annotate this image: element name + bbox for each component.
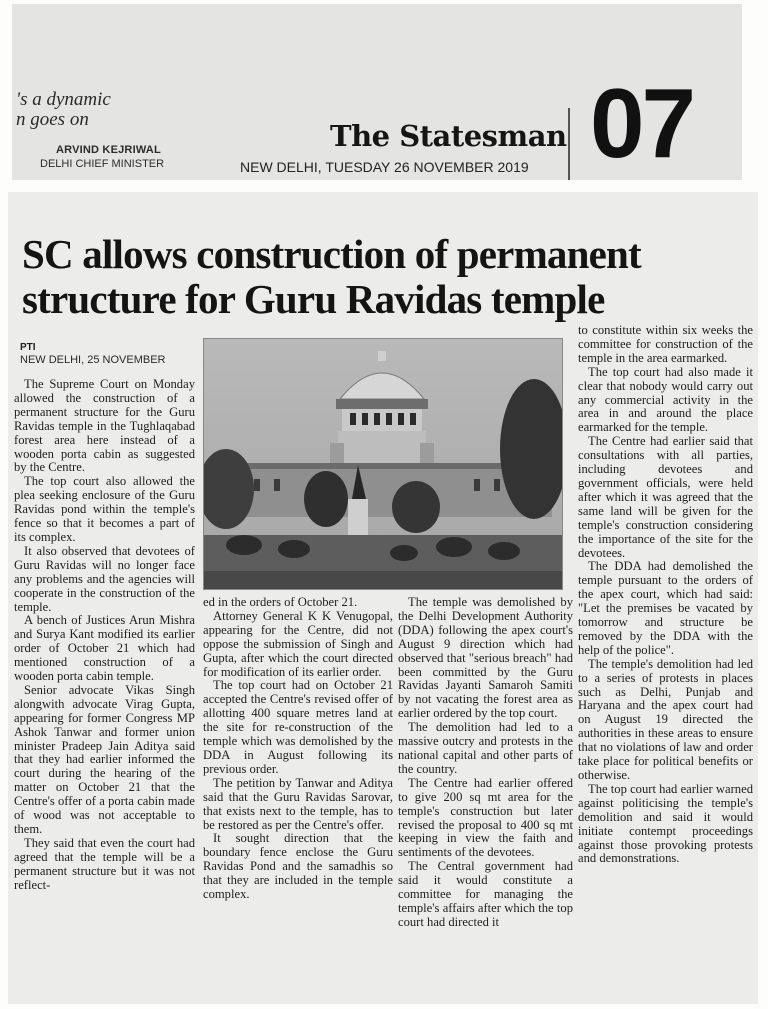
paragraph: The temple was demolished by the Delhi Development Authority (DDA) following the apex court's August 9 direction which had observed that "serious breach" had been committed by the Guru Ravidas Jayanti Samaroh Samiti by not vacating the forest area as earlier ordered by the top court.: [398, 595, 573, 721]
paragraph: The DDA had demolished the temple pursuant to the orders of the apex court, which had said: "Let the premises be vacated by tomorrow and structure be removed by the DDA with the help of the police".: [578, 559, 753, 657]
news-article: [8, 192, 758, 1004]
headline-line-2: structure for Guru Ravidas temple: [22, 276, 605, 322]
article-column-3: [398, 596, 573, 930]
article-column-2: [203, 596, 393, 902]
supreme-court-photo: [203, 338, 563, 590]
paragraph: The temple's demolition had led to a series of protests in places such as Delhi, Punjab and Haryana and the apex court had on August 19 directed the authorities in these areas to ensure that no violations of law and order take place for political benefits or otherwise.: [578, 656, 753, 782]
quote-author-role: DELHI CHIEF MINISTER: [40, 158, 165, 170]
masthead: [12, 4, 742, 180]
paragraph: The top court had also made it clear that nobody would carry out any commercial activity in the area in and around the place earmarked for the temple.: [578, 364, 753, 435]
paragraph: The Centre had earlier said that consultations with all parties, including devotees and government officials, were held after which it was agreed that the same land will be given for the temple's construction considering the importance of the site for the devotees.: [578, 434, 753, 560]
article-byline: PTI: [20, 342, 36, 353]
paragraph: The top court had earlier warned against politicising the temple's demolition and said it would initiate contempt proceedings against those provoking protests and demonstrations.: [578, 781, 753, 866]
paragraph: The Centre had earlier offered to give 200 sq mt area for the temple's construction but later revised the proposal to 400 sq mt keeping in view the faith and sentiments of the devotees.: [398, 775, 573, 860]
paragraph-continuation: to constitute within six weeks the committee for construction of the temple in the area earmarked.: [578, 323, 753, 365]
paragraph: The top court also allowed the plea seeking enclosure of the Guru Ravidas pond within the temple's fence so that it becomes a part of its complex.: [14, 474, 195, 544]
paragraph: The top court had on October 21 accepted the Centre's revised offer of allotting 400 square metres land at the site for re-construction of the temple which was demolished by the DDA in August following its previous order.: [203, 678, 393, 776]
paragraph: The Supreme Court on Monday allowed the construction of a permanent structure for the Guru Ravidas temple in the Tughlaqabad forest area here instead of a wooden porta cabin as suggested by the Centre.: [14, 377, 195, 475]
article-column-4: [578, 324, 753, 866]
pull-quote-line-1: 's a dynamic: [16, 89, 111, 110]
paragraph: Senior advocate Vikas Singh alongwith advocate Virag Gupta, appearing for former Congress MP Ashok Tanwar and former union minister Pradeep Jain Aditya said that they had earlier informed the court during the hearing of the matter on October 21 that the Centre's offer of a porta cabin made of wood was not acceptable to them.: [14, 682, 195, 836]
headline-line-1: SC allows construction of permanent: [22, 231, 641, 277]
paragraph: The demolition had led to a massive outcry and protests in the national capital and other parts of the country.: [398, 720, 573, 776]
paragraph: A bench of Justices Arun Mishra and Surya Kant modified its earlier order of October 21 which had mentioned construction of a wooden porta cabin temple.: [14, 613, 195, 684]
article-headline: [22, 232, 641, 322]
newspaper-logo: The Statesman: [330, 119, 567, 153]
paragraph: They said that even the court had agreed that the temple will be a permanent structure but it was not reflect-: [14, 835, 195, 892]
paragraph: The Central government had said it would constitute a committee for managing the temple's affairs after which the top court had directed it: [398, 859, 573, 929]
paragraph: Attorney General K K Venugopal, appearing for the Centre, did not oppose the submission of Singh and Gupta, after which the court directed for modification of its earlier order.: [203, 608, 393, 679]
paragraph: The petition by Tanwar and Aditya said that the Guru Ravidas Sarovar, that exists next to the temple, has to be restored as per the Centre's offer.: [203, 775, 393, 832]
quote-author: ARVIND KEJRIWAL: [56, 144, 161, 156]
paragraph-continuation: ed in the orders of October 21.: [203, 595, 358, 609]
issue-dateline: NEW DELHI, TUESDAY 26 NOVEMBER 2019: [240, 159, 529, 175]
article-dateline: NEW DELHI, 25 NOVEMBER: [20, 354, 166, 366]
paragraph: It also observed that devotees of Guru Ravidas will no longer face any problems and the agencies will cooperate in the construction of the temple.: [14, 543, 195, 614]
pull-quote-line-2: n goes on: [16, 109, 89, 130]
article-column-1: [14, 378, 195, 893]
masthead-divider: [568, 108, 570, 180]
page-number: 07: [590, 68, 694, 178]
paragraph: It sought direction that the boundary fence enclose the Guru Ravidas Pond and the samadhis so that they are included in the temple complex.: [203, 831, 393, 902]
